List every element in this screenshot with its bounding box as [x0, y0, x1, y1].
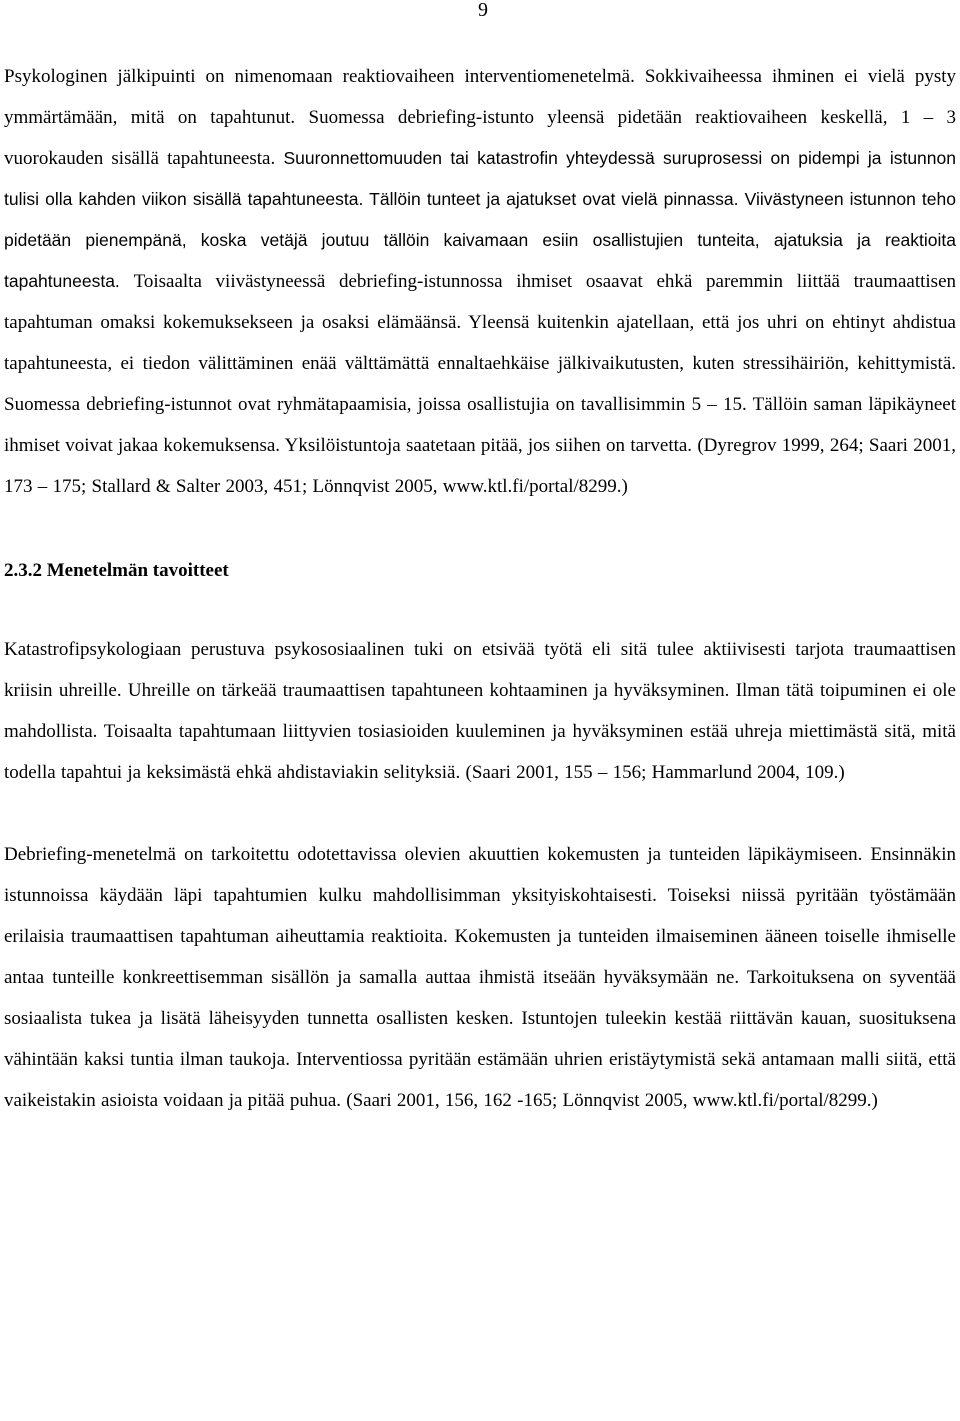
paragraph-debriefing-timing — [4, 56, 956, 507]
paragraph-segment: Toisaalta viivästyneessä debriefing-istunnossa ihmiset osaavat ehkä paremmin liittää traumaattisen tapahtuman omaksi kokemuksekseen ja osaksi elämäänsä. Yleensä kuitenkin ajatellaan, että jos uhri on ehtinyt ahdistua tapahtuneesta, ei tiedon välittäminen enää välttämättä ennaltaehkäise jälkivaikutusten, kuten stressihäiriön, kehittymistä. Suomessa debriefing-istunnot ovat ryhmätapaamisia, joissa osallistujia on tavallisimmin 5 – 15. Tällöin saman läpikäyneet ihmiset voivat jakaa kokemuksensa. Yksilöistuntoja saatetaan pitää, jos siihen on tarvetta. (Dyregrov 1999, 264; Saari 2001, 173 – 175; Stallard & Salter 2003, 451; Lönnqvist 2005, www.ktl.fi/portal/8299.) — [4, 271, 956, 497]
page-number: 9 — [478, 0, 488, 21]
document-body — [4, 56, 956, 1121]
paragraph-goals: Katastrofipsykologiaan perustuva psykososiaalinen tuki on etsivää työtä eli sitä tulee aktiivisesti tarjota traumaattisen kriisin uhreille. Uhreille on tärkeää traumaattisen tapahtuneen kohtaaminen ja hyväksyminen. Ilman tätä toipuminen ei ole mahdollista. Toisaalta tapahtumaan liittyvien tosiasioiden kuuleminen ja hyväksyminen estää uhreja miettimästä sitä, mitä todella tapahtui ja keksimästä ehkä ahdistaviakin selityksiä. (Saari 2001, 155 – 156; Hammarlund 2004, 109.) — [4, 639, 956, 783]
paragraph-method-purpose: Debriefing-menetelmä on tarkoitettu odotettavissa olevien akuuttien kokemusten ja tunteiden läpikäymiseen. Ensinnäkin istunnoissa käydään läpi tapahtumien kulku mahdollisimman yksityiskohtaisesti. Toiseksi niissä pyritään työstämään erilaisia traumaattisen tapahtuman aiheuttamia reaktioita. Kokemusten ja tunteiden ilmaiseminen ääneen toiselle ihmiselle antaa tunteille konkreettisemman sisällön ja samalla auttaa ihmistä itseään hyväksymään ne. Tarkoituksena on syventää sosiaalista tukea ja lisätä läheisyyden tunnetta osallisten kesken. Istuntojen tuleekin kestää riittävän kauan, suosituksena vähintään kaksi tuntia ilman taukoja. Interventiossa pyritään estämään uhrien eristäytymistä sekä antamaan malli siitä, että vaikeistakin asioista voidaan ja pitää puhua. (Saari 2001, 156, 162 -165; Lönnqvist 2005, www.ktl.fi/portal/8299.) — [4, 844, 956, 1111]
paragraph-segment: Psykologinen jälkipuinti on nimenomaan reaktiovaiheen interventiomenetelmä. Sokkivaiheessa ihminen ei vielä pysty ymmärtämään, mitä on tapahtunut. Suomessa debriefing-istunto yleensä pidetään reaktiovaiheen keskellä, 1 – 3 vuorokauden sisällä tapahtuneesta. — [4, 66, 956, 169]
paragraph-segment: Suuronnettomuuden tai katastrofin yhteydessä suruprosessi on pidempi ja istunnon tulisi olla kahden viikon sisällä tapahtuneesta. Tällöin tunteet ja ajatukset ovat vielä pinnassa. Viivästyneen istunnon teho pidetään pienempänä, koska vetäjä joutuu tällöin kaivamaan esiin osallistujien tunteita, ajatuksia ja reaktioita tapahtuneesta. — [4, 148, 956, 291]
section-heading: 2.3.2 Menetelmän tavoitteet — [4, 560, 229, 581]
